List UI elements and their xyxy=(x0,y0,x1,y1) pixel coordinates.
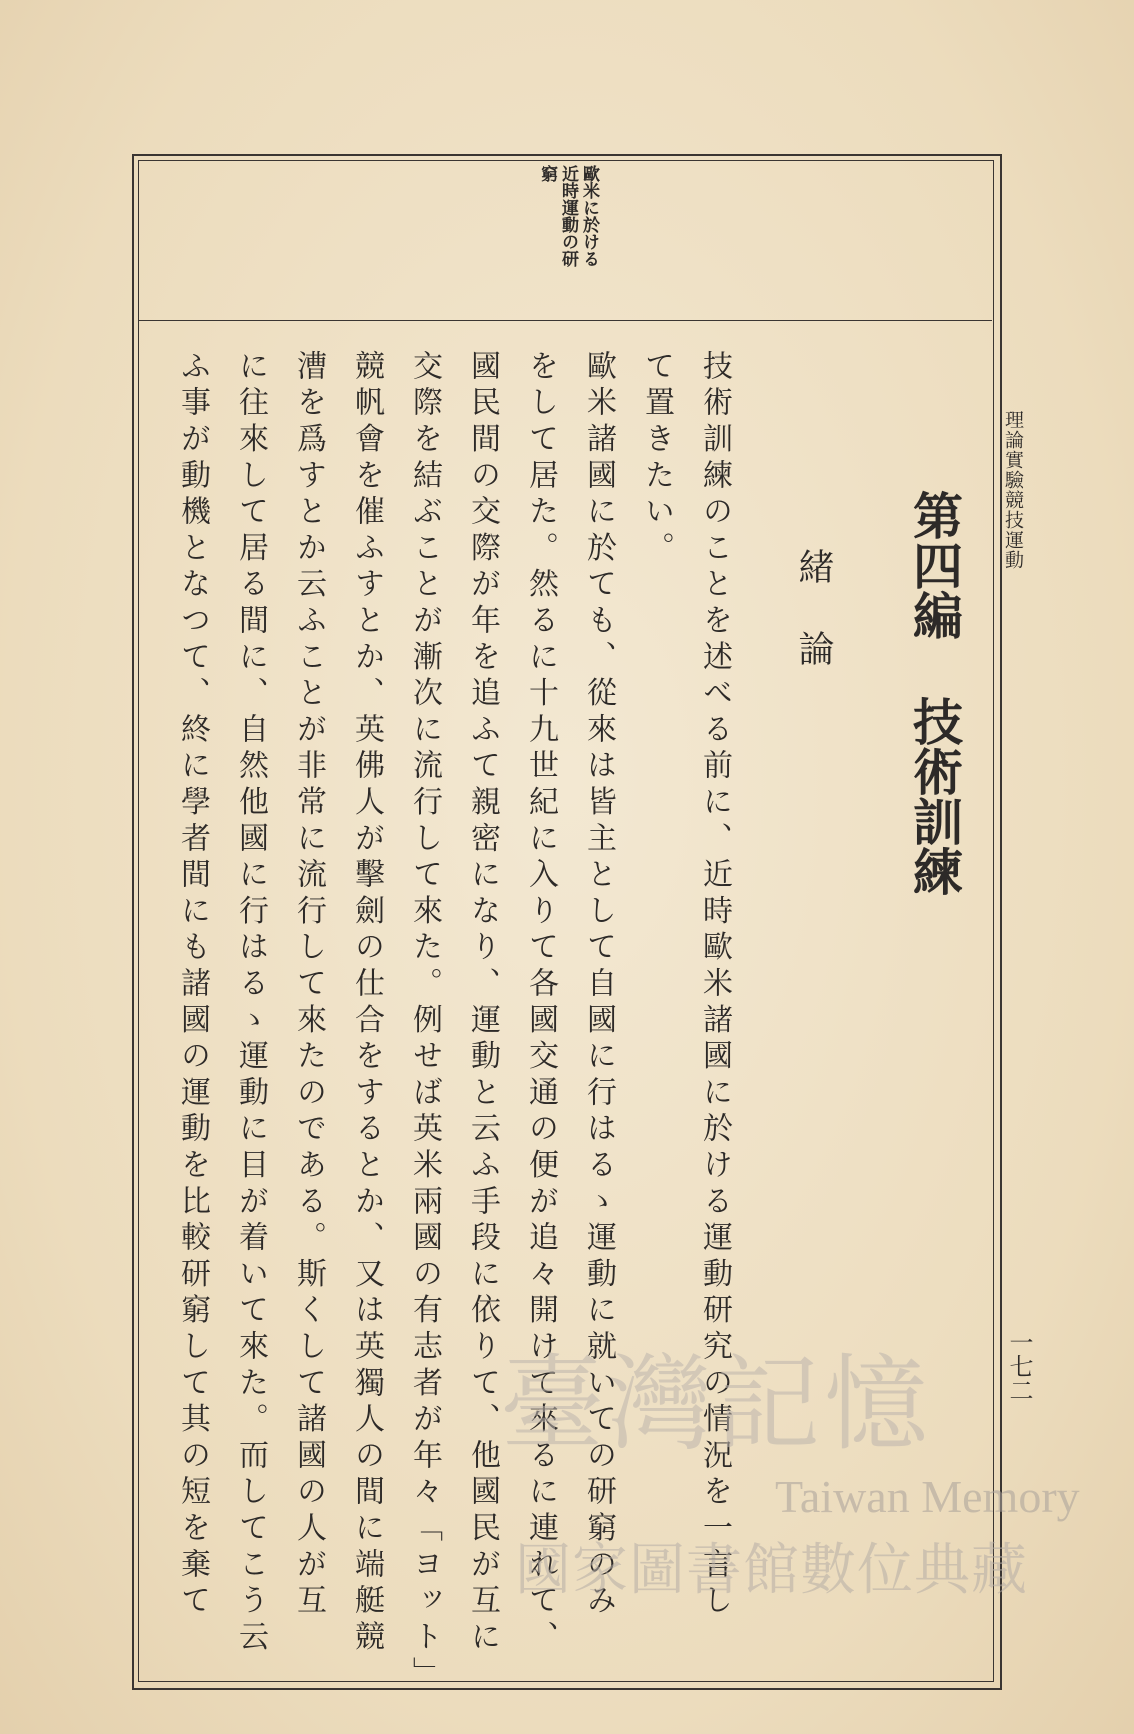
part-label: 第四編 xyxy=(905,490,963,640)
watermark-brand-en: Taiwan Memory xyxy=(775,1471,1080,1522)
body-line-6: 交際を結ぶことが漸次に流行して來た。例せば英米兩國の有志者が年々「ヨット」 xyxy=(407,350,442,1694)
body-line-1: 技術訓練のことを述べる前に、近時歐米諸國に於ける運動研究の情況を一言し xyxy=(697,350,732,1621)
watermark-institution: 國家圖書館數位典藏 xyxy=(515,1538,1028,1603)
body-line-10: ふ事が動機となつて、終に學者間にも諸國の運動を比較研窮して其の短を棄て xyxy=(175,350,210,1621)
watermark-brand: 臺灣記憶 xyxy=(500,1343,933,1465)
part-heading xyxy=(898,490,970,896)
part-name: 技術訓練 xyxy=(905,696,963,896)
marginal-note-line-3: 窮 xyxy=(537,165,557,182)
page-number: 一七二 xyxy=(1005,1330,1033,1402)
header-rule xyxy=(138,320,992,321)
marginal-note-line-2: 近時運動の研 xyxy=(558,165,578,267)
body-line-8: 漕を爲すとか云ふことが非常に流行して來たのである。斯くして諸國の人が互 xyxy=(291,350,326,1621)
body-line-2: て置きたい。 xyxy=(639,350,674,568)
body-line-5: 國民間の交際が年を追ふて親密になり、運動と云ふ手段に依りて、他國民が互に xyxy=(465,350,500,1657)
body-line-7: 競帆會を催ふすとか、英佛人が擊劍の仕合をするとか、又は英獨人の間に端艇競 xyxy=(349,350,384,1657)
body-line-3: 歐米諸國に於ても、從來は皆主として自國に行はるゝ運動に就いての研窮のみ xyxy=(581,350,616,1621)
running-head: 理論實驗競技運動 xyxy=(1002,410,1024,570)
section-title: 緒論 xyxy=(793,548,834,712)
body-line-4: をして居た。然るに十九世紀に入りて各國交通の便が追々開けて來るに連れて、 xyxy=(523,350,558,1657)
body-line-9: に往來して居る間に、自然他國に行はるゝ運動に目が着いて來た。而してこう云 xyxy=(233,350,268,1657)
marginal-note-line-1: 歐米に於ける xyxy=(579,165,599,267)
